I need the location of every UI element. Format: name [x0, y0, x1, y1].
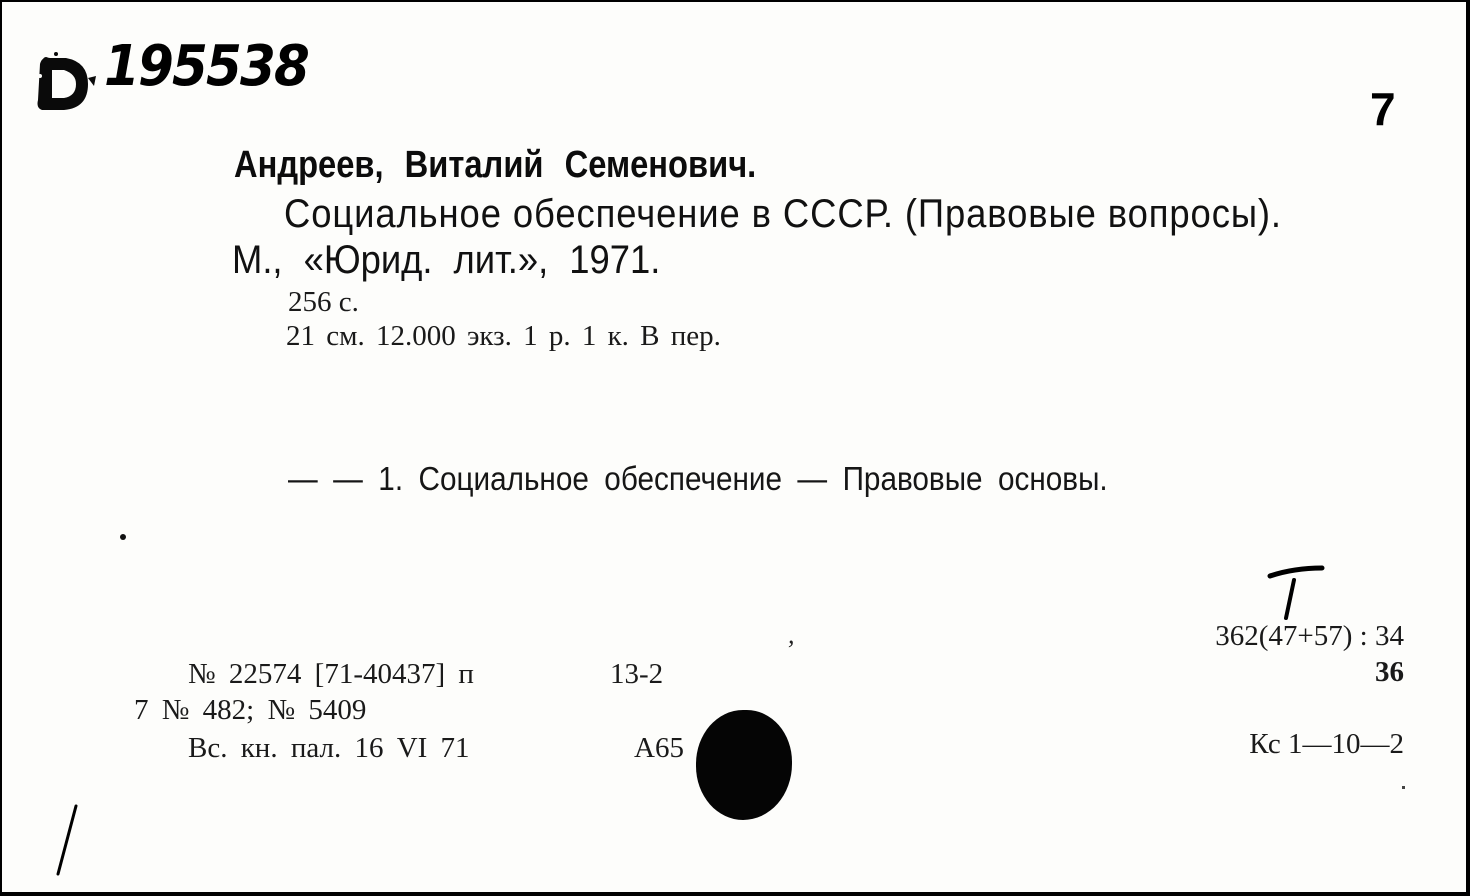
subject-heading: — — 1. Социальное обеспечение — Правовые основы.	[288, 460, 1108, 497]
print-info-line-2: 7 № 482; № 5409	[134, 694, 367, 726]
shelf-mark: 7	[1370, 83, 1396, 135]
catalog-code: Кс 1—10—2	[1249, 728, 1404, 760]
handwritten-stroke	[1264, 562, 1328, 624]
stamp-mark-icon	[32, 50, 98, 116]
page-count: 256 с.	[288, 286, 359, 318]
print-code: 13-2	[610, 658, 664, 690]
slash-mark	[52, 802, 82, 878]
catalog-card	[2, 2, 1466, 892]
udc-classification: 362(47+57) : 34	[1215, 620, 1404, 652]
ink-blot	[696, 710, 792, 820]
speck-mark	[1402, 786, 1405, 789]
print-index: А65	[634, 732, 684, 764]
udc-secondary: 36	[1375, 656, 1404, 688]
book-title: Социальное обеспечение в СССР. (Правовые вопросы).	[284, 192, 1282, 236]
physical-description: 21 см. 12.000 экз. 1 р. 1 к. В пер.	[286, 320, 721, 352]
imprint: М., «Юрид. лит.», 1971.	[232, 238, 661, 282]
print-info-line-3: Вс. кн. пал. 16 VI 71	[188, 732, 470, 764]
print-info-line-1: № 22574 [71-40437] п	[188, 658, 474, 690]
author-heading: Андреев, Виталий Семенович.	[234, 144, 757, 186]
dot-mark	[120, 534, 126, 540]
inventory-number: 195538	[104, 34, 309, 99]
comma-mark: ,	[788, 620, 795, 649]
